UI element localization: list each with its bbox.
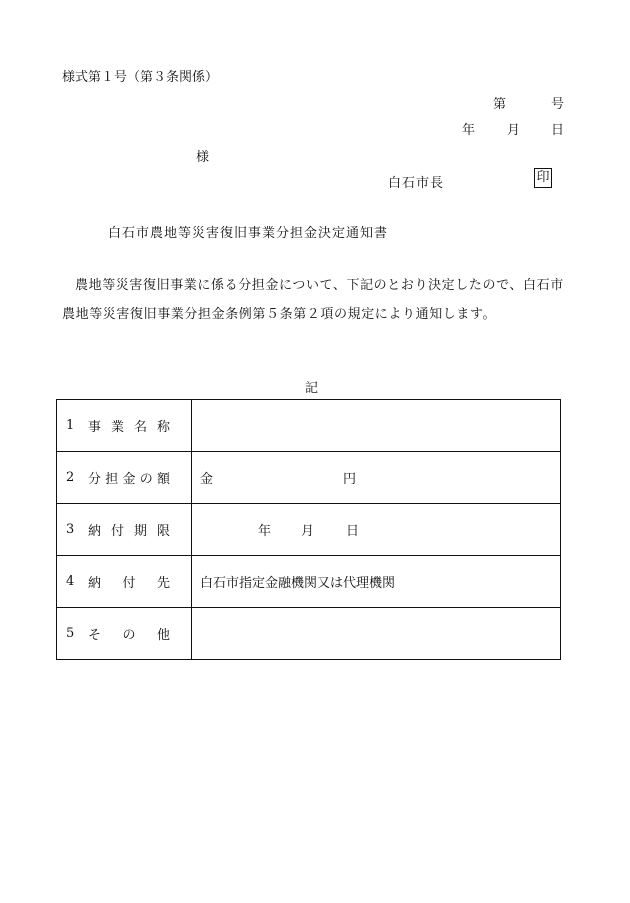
amount-prefix: 金 — [200, 472, 214, 487]
document-number-prefix: 第 — [493, 97, 507, 112]
document-title: 白石市農地等災害復旧事業分担金決定通知書 — [108, 226, 389, 241]
details-table — [56, 399, 561, 660]
row-label-cell — [57, 452, 192, 504]
row-label-cell — [57, 400, 192, 452]
project-name-field[interactable] — [192, 400, 561, 452]
date-year-label: 年 — [462, 123, 476, 138]
deadline-year: 年 — [258, 524, 272, 539]
form-number: 様式第１号（第３条関係） — [62, 70, 219, 85]
table-row — [57, 452, 561, 504]
table-row — [57, 504, 561, 556]
ki-heading: 記 — [305, 381, 319, 396]
row-label-cell — [57, 504, 192, 556]
row-number: 2 — [66, 470, 75, 485]
body-text: 農地等災害復旧事業に係る分担金について、下記のとおり決定したので、白石市農地等災害復旧事業分担金条例第５条第２項の規定により通知します。 — [62, 278, 564, 322]
issuer-name: 白石市長 — [388, 176, 445, 191]
row-number: 3 — [66, 522, 75, 537]
deadline-field[interactable] — [192, 504, 561, 556]
row-label: 事業名称 — [88, 420, 170, 435]
row-label-cell — [57, 556, 192, 608]
table-row — [57, 400, 561, 452]
row-number: 1 — [66, 418, 75, 433]
other-field[interactable] — [192, 608, 561, 660]
row-label: 納付先 — [88, 576, 170, 591]
date-month-label: 月 — [507, 123, 521, 138]
amount-currency: 円 — [343, 472, 357, 487]
row-label: その他 — [88, 628, 170, 643]
deadline-month: 月 — [301, 524, 315, 539]
table-row — [57, 608, 561, 660]
amount-field[interactable] — [192, 452, 561, 504]
deadline-day: 日 — [346, 524, 360, 539]
payment-destination: 白石市指定金融機関又は代理機関 — [192, 556, 561, 608]
date-day-label: 日 — [551, 123, 565, 138]
row-label: 納付期限 — [88, 524, 170, 539]
row-label-cell — [57, 608, 192, 660]
row-number: 5 — [66, 626, 75, 641]
document-number-suffix: 号 — [551, 97, 565, 112]
row-number: 4 — [66, 574, 75, 589]
table-row — [57, 556, 561, 608]
addressee-honorific: 様 — [196, 150, 210, 165]
row-label: 分担金の額 — [88, 472, 170, 487]
seal-mark: 印 — [534, 168, 552, 188]
